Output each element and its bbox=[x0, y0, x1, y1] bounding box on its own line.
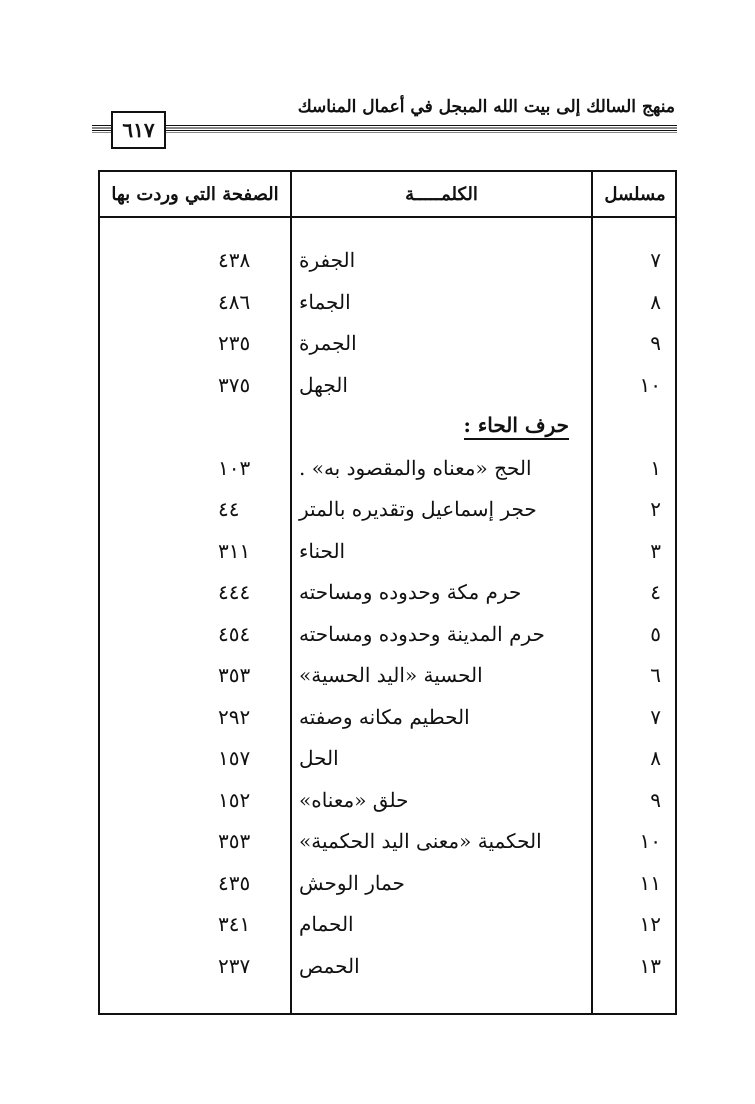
entry-word: الجماء bbox=[299, 289, 351, 314]
entry-page: ٣٥٣ bbox=[218, 829, 251, 853]
table-row bbox=[100, 863, 675, 903]
entry-page: ١٥٧ bbox=[218, 746, 251, 770]
entry-page: ٤٣٨ bbox=[218, 248, 251, 272]
entry-word: الحج «معناه والمقصود به» . bbox=[299, 455, 532, 480]
table-row bbox=[100, 448, 675, 488]
entry-word: الحكمية «معنى اليد الحكمية» bbox=[299, 829, 542, 853]
entry-word: حجر إسماعيل وتقديره بالمتر bbox=[299, 497, 537, 521]
header-rule-right bbox=[166, 125, 677, 133]
entry-word: الحطيم مكانه وصفته bbox=[299, 704, 470, 729]
entry-page: ٣٧٥ bbox=[218, 372, 251, 397]
running-header-title: منهج السالك إلى بيت الله المبجل في أعمال المناسك bbox=[297, 97, 675, 117]
entry-serial: ١٣ bbox=[639, 953, 661, 978]
entry-serial: ٨ bbox=[650, 746, 661, 770]
entry-page: ١٠٣ bbox=[218, 455, 251, 480]
header-divider bbox=[100, 216, 675, 218]
table-row bbox=[100, 365, 675, 405]
table-row bbox=[100, 946, 675, 986]
entry-serial: ٩ bbox=[650, 787, 661, 812]
table-row bbox=[100, 697, 675, 737]
entry-word: الحمام bbox=[299, 912, 354, 936]
entry-serial: ٣ bbox=[650, 538, 661, 563]
entry-page: ٣١١ bbox=[218, 538, 251, 563]
table-row bbox=[100, 738, 675, 778]
entry-serial: ٢ bbox=[650, 497, 661, 521]
entry-word: الجفرة bbox=[299, 248, 356, 272]
table-row bbox=[100, 323, 675, 363]
column-header-word: الكلمـــــة bbox=[405, 183, 478, 205]
entry-serial: ١ bbox=[650, 455, 661, 480]
entry-page: ٤٤٤ bbox=[218, 580, 251, 604]
table-row bbox=[100, 572, 675, 612]
entry-word: الحل bbox=[299, 746, 339, 770]
page-number: ٦١٧ bbox=[122, 118, 155, 142]
entry-page: ٤٨٦ bbox=[218, 289, 251, 314]
entry-serial: ٧ bbox=[650, 704, 661, 729]
index-table bbox=[98, 170, 677, 1015]
table-row bbox=[100, 489, 675, 529]
entry-serial: ٥ bbox=[650, 621, 661, 646]
entry-word: حرم مكة وحدوده ومساحته bbox=[299, 580, 522, 604]
entry-page: ٣٤١ bbox=[218, 912, 251, 936]
entry-word: الحمص bbox=[299, 953, 360, 978]
section-heading: حرف الحاء : bbox=[464, 412, 570, 440]
entry-page: ٣٥٣ bbox=[218, 663, 251, 687]
table-row bbox=[100, 655, 675, 695]
entry-page: ٤٣٥ bbox=[218, 870, 251, 895]
entry-serial: ٤ bbox=[650, 580, 661, 604]
entry-word: الجمرة bbox=[299, 331, 357, 355]
entry-word: حمار الوحش bbox=[299, 870, 405, 895]
entry-word: الجهل bbox=[299, 372, 348, 397]
table-row bbox=[100, 614, 675, 654]
entry-word: حرم المدينة وحدوده ومساحته bbox=[299, 621, 545, 646]
entry-serial: ١٢ bbox=[639, 912, 661, 936]
entry-serial: ٧ bbox=[650, 248, 661, 272]
entry-serial: ١٠ bbox=[639, 372, 661, 397]
column-header-serial: مسلسل bbox=[604, 183, 666, 205]
table-row bbox=[100, 780, 675, 820]
column-header-page: الصفحة التي وردت بها bbox=[111, 183, 279, 205]
table-row bbox=[100, 904, 675, 944]
entry-word: الحناء bbox=[299, 538, 346, 563]
entry-serial: ٨ bbox=[650, 289, 661, 314]
page-number-box bbox=[111, 111, 166, 149]
table-row bbox=[100, 821, 675, 861]
table-row bbox=[100, 531, 675, 571]
entry-page: ٢٩٢ bbox=[218, 704, 251, 729]
entry-serial: ٦ bbox=[650, 663, 661, 687]
entry-serial: ١٠ bbox=[639, 829, 661, 853]
entry-page: ٢٣٥ bbox=[218, 331, 251, 355]
entry-page: ١٥٢ bbox=[218, 787, 251, 812]
header-rule-left bbox=[92, 125, 111, 133]
entry-word: حلق «معناه» bbox=[299, 787, 409, 812]
entry-serial: ٩ bbox=[650, 331, 661, 355]
entry-serial: ١١ bbox=[639, 870, 661, 895]
table-row bbox=[100, 240, 675, 280]
table-row bbox=[100, 282, 675, 322]
entry-page: ٢٣٧ bbox=[218, 953, 251, 978]
entry-page: ٤٤ bbox=[218, 497, 240, 521]
entry-page: ٤٥٤ bbox=[218, 621, 251, 646]
entry-word: الحسية «اليد الحسية» bbox=[299, 663, 483, 687]
